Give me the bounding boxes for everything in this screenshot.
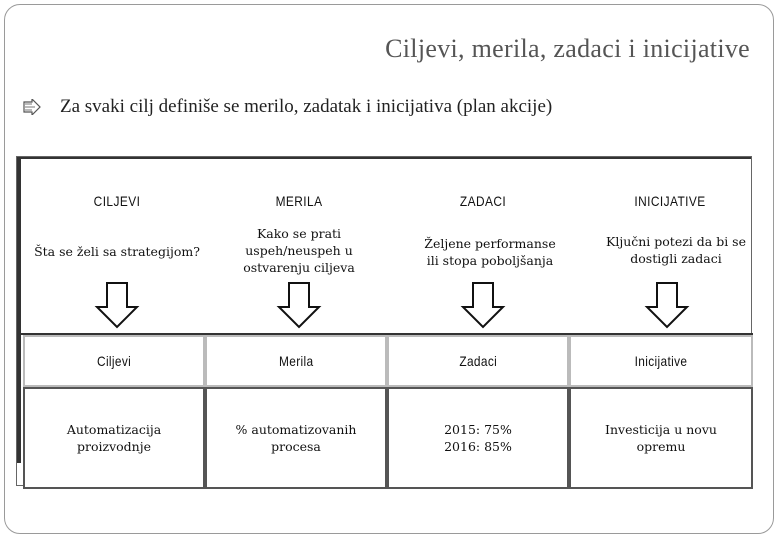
heading-merila: MERILA (275, 193, 323, 209)
table-header-cell (569, 335, 753, 387)
table-cell-text: Automatizacija proizvodnje (66, 422, 162, 454)
table-cell-text: Investicija u novu opremu (605, 422, 717, 454)
table-cell (387, 387, 569, 489)
bullet-point (22, 96, 552, 118)
heading-ciljevi: CILJEVI (93, 193, 141, 209)
table-header-cell (23, 335, 205, 387)
down-arrow-icon (643, 281, 691, 329)
table-cell (23, 387, 205, 489)
objectives-table (21, 333, 753, 487)
down-arrow-icon (93, 281, 141, 329)
table-header-cell (205, 335, 387, 387)
heading-inicijative: INICIJATIVE (634, 193, 706, 209)
desc-merila: Kako se prati uspeh/neuspeh u ostvarenju ciljeva (243, 226, 355, 275)
table-header-label: Inicijative (634, 353, 688, 369)
desc-ciljevi: Šta se želi sa strategijom? (34, 244, 200, 259)
diagram-top-rule (17, 157, 751, 159)
heading-zadaci: ZADACI (459, 193, 507, 209)
down-arrow-icon (459, 281, 507, 329)
bsc-diagram (16, 156, 752, 486)
table-header-cell (387, 335, 569, 387)
table-cell-text: % automatizovanih procesa (235, 422, 357, 454)
table-header-label: Merila (278, 353, 314, 369)
table-header-label: Ciljevi (96, 353, 132, 369)
table-header-label: Zadaci (459, 353, 497, 369)
table-cell (205, 387, 387, 489)
table-cell (569, 387, 753, 489)
desc-zadaci: Željene performanse ili stopa poboljšanja (424, 236, 556, 268)
table-cell-text: 2015: 75% 2016: 85% (444, 422, 512, 454)
slide-title: Ciljevi, merila, zadaci i inicijative (385, 34, 750, 63)
bullet-arrow-icon (22, 99, 46, 115)
bullet-text: Za svaki cilj definiše se merilo, zadatak i inicijativa (plan akcije) (60, 96, 553, 117)
desc-inicijative: Ključni potezi da bi se dostigli zadaci (605, 234, 746, 266)
down-arrow-icon (275, 281, 323, 329)
